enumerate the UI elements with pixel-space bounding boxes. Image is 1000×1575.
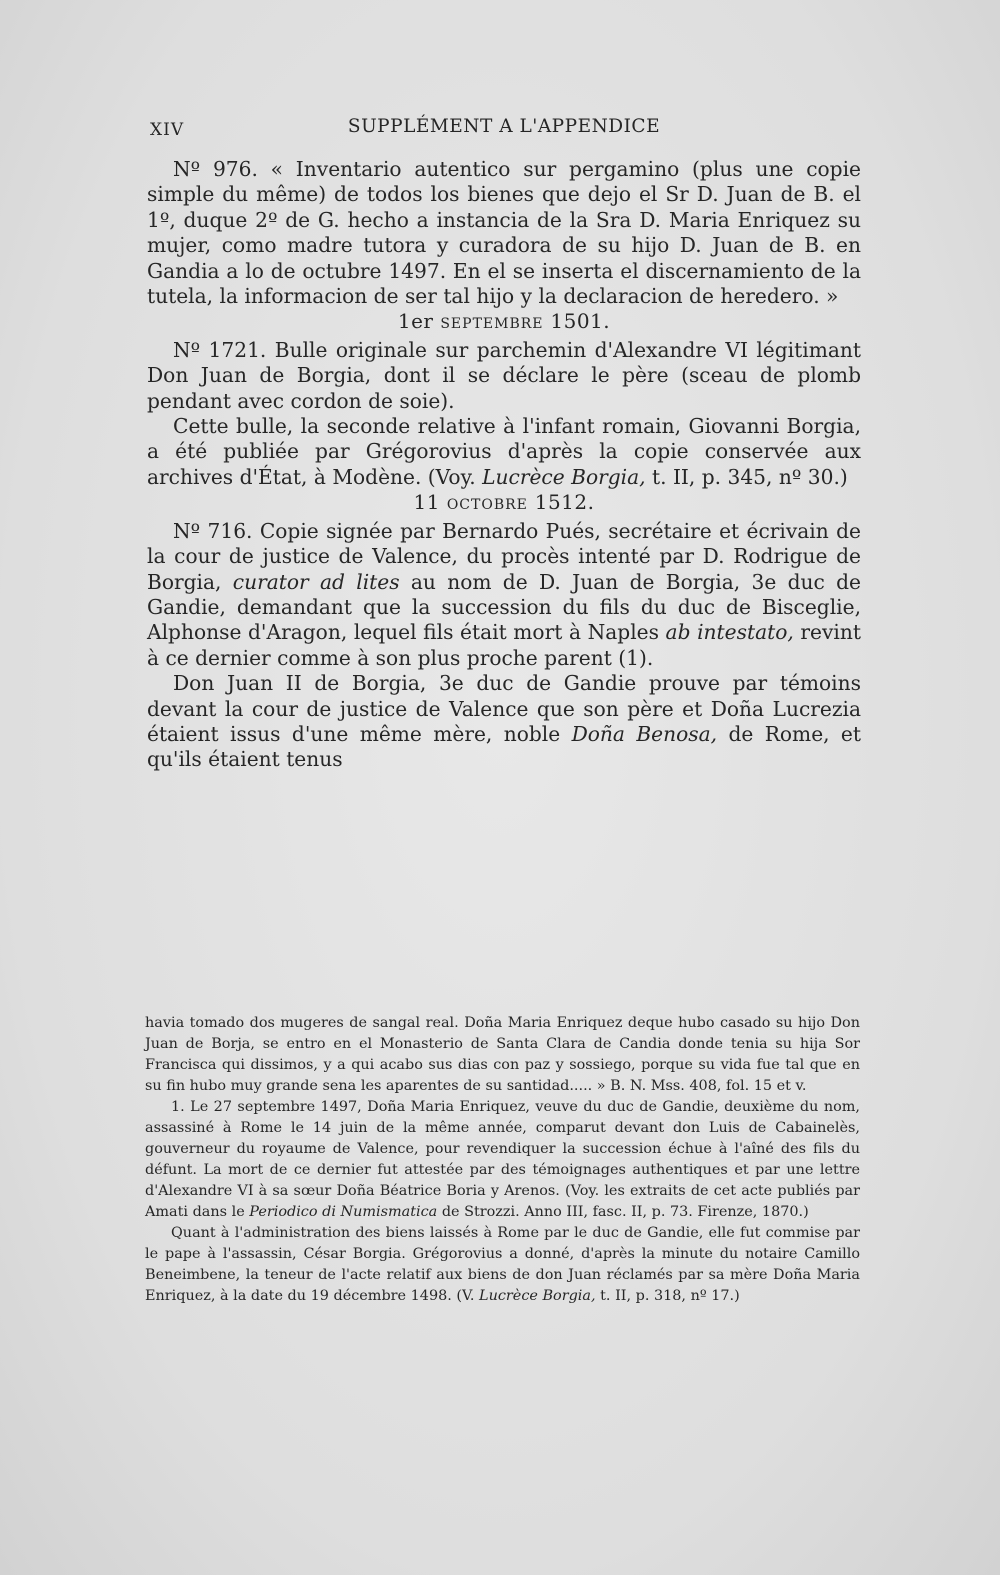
entry-716-text: Nº 716. Copie signée par Bernardo Pués, secrétaire et écrivain de la cour de justice de Valence, du procès intenté par D. Rodrigue de Borgia, (147, 518, 861, 594)
page-header (147, 116, 861, 146)
commentary-text: Cette bulle, la seconde relative à l'infant romain, Giovanni Borgia, a été publiée par Grégorovius d'après la copie conservée aux archives d'État, à Modène. (Voy. (147, 414, 861, 489)
entry-716-text: revint à ce dernier comme à son plus proche parent (1). (147, 620, 861, 670)
paragraph-text: de Rome, et qu'ils étaient tenus (147, 721, 861, 772)
entry-1721: Nº 1721. Bulle originale sur parchemin d'Alexandre VI légitimant Don Juan de Borgia, dont il se déclare le père (sceau de plomb pendant avec cordon de soie). (147, 337, 861, 413)
date-month: OCTOBRE (446, 497, 528, 514)
footnote-1 (145, 1097, 860, 1223)
footnote-continued: havia tomado dos mugeres de sangal real. Doña Maria Enriquez deque hubo casado su hijo Don Juan de Borja, se entro en el Monasterio de Santa Clara de Candia donde tenia su hija Sor Francisca qui dissimos, y a qui acabo sus dias con paz y sossiego, porque su vida fue tal que en su fin hubo muy grande sena les aparentes de su santidad..... » B. N. Mss. 408, fol. 15 et v. (145, 1015, 860, 1094)
footnote-1-paragraph-2 (145, 1223, 860, 1307)
entry-1721-commentary (147, 414, 861, 490)
footnote-journal-title: Periodico di Numismatica (249, 1204, 438, 1220)
entry-716-latin-term: curator ad lites (232, 569, 400, 594)
entry-716-latin-term: ab intestato, (665, 620, 794, 645)
entry-976: Nº 976. « Inventario autentico sur pergamino (plus une copie simple du même) de todos los bienes que dejo el Sr D. Juan de B. el 1º, duque 2º de G. hecho a instancia de la Sra D. Maria Enriquez su mujer, como madre tutora y curadora de su hijo D. Juan de B. en Gandia a lo de octubre 1497. En el se inserta el discernamiento de la tutela, la informacion de ser tal hijo y la declaracion de heredero. » (147, 157, 861, 309)
footnote-text: de Strozzi. Anno III, fasc. II, p. 73. Firenze, 1870.) (437, 1204, 809, 1220)
date-month: SEPTEMBRE (440, 316, 544, 333)
entry-716-paragraph-2 (147, 671, 861, 773)
entry-716-text: au nom de D. Juan de Borgia, 3e duc de Gandie, demandant que la succession du fils du duc de Bisceglie, Alphonse d'Aragon, lequel fils était mort à Naples (147, 569, 861, 645)
paragraph-name: Doña Benosa, (571, 721, 718, 746)
footnote-text: Quant à l'administration des biens laissés à Rome par le duc de Gandie, elle fut commise par le pape à l'assassin, César Borgia. Grégorovius a donné, d'après la minute du notaire Camillo Beneimbene, la teneur de l'acte relatif aux biens de don Juan réclamés par sa mère Doña Maria Enriquez, à la date du 19 décembre 1498. (V. (145, 1225, 860, 1304)
date-year: 1512. (534, 490, 595, 515)
commentary-book-title: Lucrèce Borgia, (482, 464, 646, 489)
main-text (147, 157, 861, 773)
date-heading-1512 (147, 490, 861, 518)
footnote-text: t. II, p. 318, nº 17.) (595, 1288, 740, 1304)
footnotes (145, 1013, 860, 1307)
commentary-reference: t. II, p. 345, nº 30.) (645, 464, 848, 489)
running-title: SUPPLÉMENT A L'APPENDICE (347, 116, 661, 137)
date-year: 1501. (550, 309, 611, 334)
page-folio: XIV (150, 120, 185, 140)
entry-716 (147, 519, 861, 671)
date-day: 11 (413, 490, 440, 515)
footnote-text: 1. Le 27 septembre 1497, Doña Maria Enriquez, veuve du duc de Gandie, deuxième du nom, assassiné à Rome le 14 juin de la même année, comparut devant don Luis de Cabainelès, gouverneur du royaume de Valence, pour revendiquer la succession échue à l'aîné des fils du défunt. La mort de ce dernier fut attestée par des témoignages authentiques et par une lettre d'Alexandre VI à sa sœur Doña Béatrice Boria y Arenos. (Voy. les extraits de cet acte publiés par Amati dans le (145, 1099, 860, 1220)
date-heading-1501 (147, 309, 861, 337)
paragraph-text: Don Juan II de Borgia, 3e duc de Gandie prouve par témoins devant la cour de justice de Valence que son père et Doña Lucrezia étaient issus d'une même mère, noble (147, 671, 861, 746)
date-day: 1er (397, 309, 434, 334)
footnote-book-title: Lucrèce Borgia, (479, 1288, 596, 1304)
